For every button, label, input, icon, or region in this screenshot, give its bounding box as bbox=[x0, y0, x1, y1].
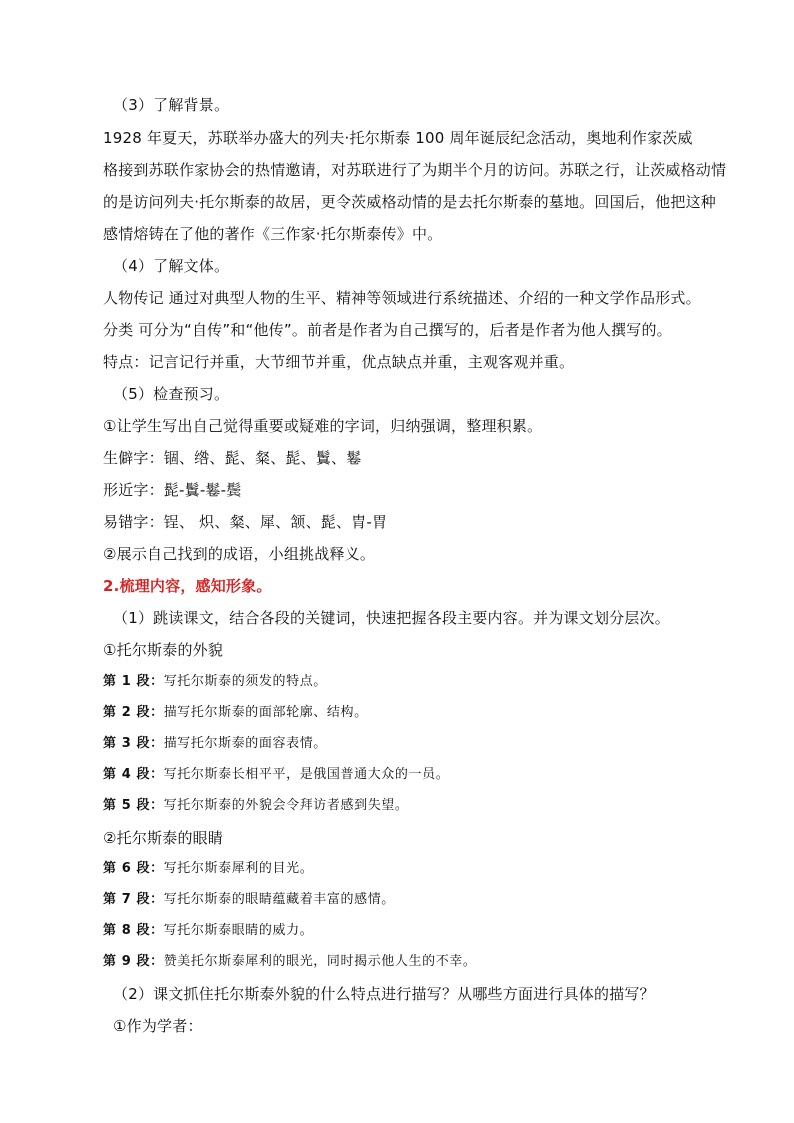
paragraph-text-7: 写托尔斯泰的眼睛蕴藏着丰富的感情。 bbox=[163, 892, 395, 907]
preview-item-2: ②展示自己找到的成语，小组挑战释义。 bbox=[103, 545, 376, 563]
rare-words: 生僻字：锢、绺、髭、粲、髭、鬒、鬈 bbox=[103, 449, 362, 467]
paragraph-summary-5 bbox=[103, 797, 409, 815]
paragraph-text-3: 描写托尔斯泰的面容表情。 bbox=[163, 736, 327, 751]
paragraph-summary-4 bbox=[103, 766, 449, 784]
paragraph-text-5: 写托尔斯泰的外貌会令拜访者感到失望。 bbox=[163, 798, 409, 813]
paragraph-label-2: 第 2 段： bbox=[103, 705, 164, 720]
genre-line-3: 特点：记言记行并重，大节细节并重，优点缺点并重，主观客观并重。 bbox=[103, 353, 575, 371]
paragraph-summary-1 bbox=[103, 673, 327, 691]
paragraph-text-8: 写托尔斯泰眼睛的威力。 bbox=[163, 923, 314, 938]
genre-heading: （4）了解文体。 bbox=[113, 257, 230, 275]
paragraph-label-1: 第 1 段： bbox=[103, 674, 164, 689]
paragraph-label-3: 第 3 段： bbox=[103, 736, 164, 751]
preview-item-1: ①让学生写出自己觉得重要或疑难的字词，归纳强调，整理积累。 bbox=[103, 417, 543, 435]
preview-heading: （5）检查预习。 bbox=[113, 385, 230, 403]
background-paragraph-line-3: 的是访问列夫·托尔斯泰的故居，更令茨威格动情的是去托尔斯泰的墓地。回国后，他把这种 bbox=[103, 193, 716, 211]
easy-wrong-words: 易错字：锃、 炽、粲、犀、颔、髭、胄-胃 bbox=[103, 513, 388, 531]
task-2: （2）课文抓住托尔斯泰外貌的什么特点进行描写？从哪些方面进行具体的描写？ bbox=[113, 985, 655, 1003]
paragraph-label-4: 第 4 段： bbox=[103, 767, 164, 782]
genre-line-2: 分类 可分为“自传”和“他传”。前者是作者为自己撰写的，后者是作者为他人撰写的。 bbox=[103, 321, 672, 339]
paragraph-label-8: 第 8 段： bbox=[103, 923, 164, 938]
paragraph-label-6: 第 6 段： bbox=[103, 861, 164, 876]
background-heading: （3）了解背景。 bbox=[113, 96, 230, 114]
paragraph-text-6: 写托尔斯泰犀利的目光。 bbox=[163, 861, 314, 876]
task-2-item-1: ①作为学者： bbox=[113, 1017, 203, 1035]
paragraph-label-9: 第 9 段： bbox=[103, 954, 164, 969]
paragraph-summary-3 bbox=[103, 735, 327, 753]
genre-line-1: 人物传记 通过对典型人物的生平、精神等领域进行系统描述、介绍的一种文学作品形式。 bbox=[103, 289, 701, 307]
paragraph-text-2: 描写托尔斯泰的面部轮廓、结构。 bbox=[163, 705, 368, 720]
paragraph-text-4: 写托尔斯泰长相平平，是俄国普通大众的一员。 bbox=[163, 767, 450, 782]
paragraph-summary-2 bbox=[103, 704, 368, 722]
paragraph-summary-6 bbox=[103, 860, 313, 878]
paragraph-text-9: 赞美托尔斯泰犀利的眼光，同时揭示他人生的不幸。 bbox=[163, 954, 477, 969]
paragraph-label-7: 第 7 段： bbox=[103, 892, 164, 907]
background-paragraph-line-1: 1928 年夏天，苏联举办盛大的列夫·托尔斯泰 100 周年诞辰纪念活动，奥地利作家茨威 bbox=[103, 129, 693, 147]
section-2-heading: 2.梳理内容，感知形象。 bbox=[103, 577, 272, 595]
task-1: （1）跳读课文，结合各段的关键词，快速把握各段主要内容。并为课文划分层次。 bbox=[113, 609, 670, 627]
paragraph-summary-8 bbox=[103, 922, 313, 940]
paragraph-summary-9 bbox=[103, 953, 477, 971]
paragraph-label-5: 第 5 段： bbox=[103, 798, 164, 813]
appearance-group-title: ①托尔斯泰的外貌 bbox=[103, 641, 224, 659]
similar-words: 形近字：髭-鬒-鬈-鬓 bbox=[103, 481, 242, 499]
paragraph-text-1: 写托尔斯泰的须发的特点。 bbox=[163, 674, 327, 689]
background-paragraph-line-4: 感情熔铸在了他的著作《三作家·托尔斯泰传》中。 bbox=[103, 225, 443, 243]
eyes-group-title: ②托尔斯泰的眼睛 bbox=[103, 829, 224, 847]
background-paragraph-line-2: 格接到苏联作家协会的热情邀请，对苏联进行了为期半个月的访问。苏联之行，让茨威格动情 bbox=[103, 161, 727, 179]
paragraph-summary-7 bbox=[103, 891, 395, 909]
